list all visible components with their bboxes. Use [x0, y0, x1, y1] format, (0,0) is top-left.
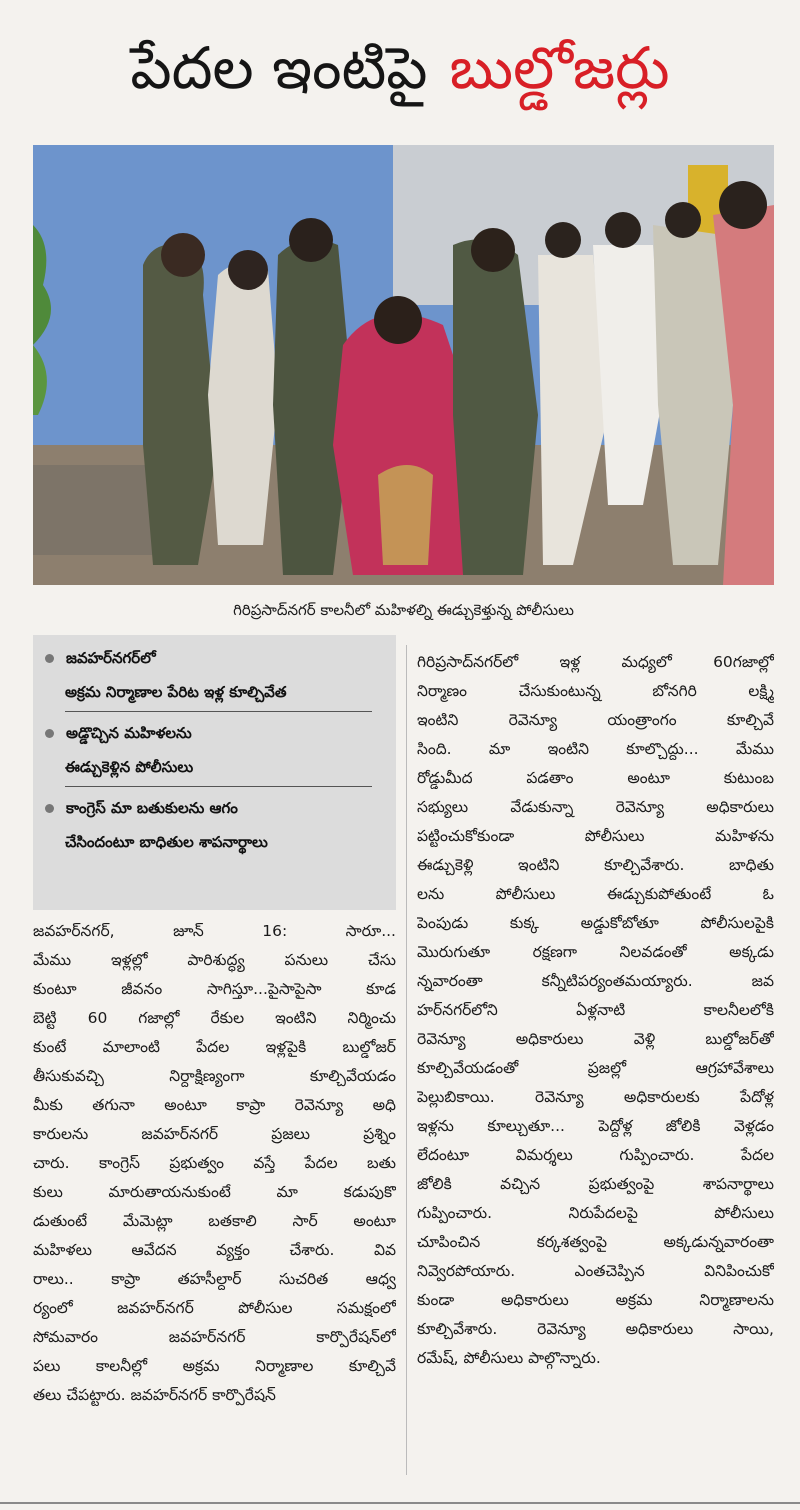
- article-line: కుంటూ జీవనం సాగిస్తూ...పైసాపైసా కూడ: [33, 980, 396, 998]
- article-line: పలు కాలనీల్లో అక్రమ నిర్మాణాల కూల్చివే: [33, 1357, 396, 1375]
- highlight-line: జవహర్‌నగర్‌లో: [66, 649, 156, 667]
- bullet-icon: [45, 654, 54, 663]
- highlight-item: [43, 791, 382, 859]
- article-line: నిర్మాణం చేసుకుంటున్న బోనగిరి లక్ష్మి: [417, 682, 774, 700]
- headline-part-black: పేదల ఇంటిపై: [130, 33, 428, 102]
- article-line: పెంపుడు కుక్క అడ్డుకోబోతూ పోలీసులపైకి: [417, 914, 774, 932]
- highlight-line: కాంగ్రెస్ మా బతుకులను ఆగం: [66, 799, 238, 817]
- article-line: కులు మారుతాయనుకుంటే మా కడుపుకొ: [33, 1183, 396, 1201]
- news-photo: [33, 145, 774, 585]
- highlight-divider: [65, 711, 372, 712]
- headline: [0, 0, 800, 135]
- article-line: హర్‌నగర్‌లోని ఏళ్లనాటి కాలనీలలోకి: [417, 1001, 774, 1019]
- highlight-item: [43, 641, 382, 709]
- article-line: తలు చేపట్టారు. జవహర్‌నగర్ కార్పొరేషన్: [33, 1386, 276, 1404]
- article-line: న్నవారంతా కన్నీటిపర్యంతమయ్యారు. జవ: [417, 972, 774, 990]
- highlight-line: చేసిందంటూ బాధితుల శాపనార్థాలు: [65, 833, 268, 851]
- article-line: కుంటే మాలాంటి పేదల ఇళ్లపైకి బుల్డోజర్: [33, 1038, 396, 1056]
- highlight-line: అక్రమ నిర్మాణాల పేరిట ఇళ్ల కూల్చివేత: [65, 683, 287, 701]
- article-line: ఇంటిని రెవెన్యూ యంత్రాంగం కూల్చివే: [417, 711, 774, 729]
- article-line: పట్టించుకోకుండా పోలీసులు మహిళను: [417, 827, 774, 845]
- bullet-icon: [45, 729, 54, 738]
- article-line: జోలికి వచ్చిన ప్రభుత్వంపై శాపనార్థాలు: [417, 1175, 774, 1193]
- bottom-rule: [0, 1502, 800, 1504]
- article-line: చూపించిన కర్కశత్వంపై అక్కడున్నవారంతా: [417, 1233, 774, 1251]
- article-line: రోడ్డుమీద పడతాం అంటూ కుటుంబ: [417, 769, 774, 787]
- article-line: కూల్చివేయడంతో ప్రజల్లో ఆగ్రహావేశాలు: [417, 1059, 774, 1077]
- article-line: కారులను జవహర్‌నగర్ ప్రజలు ప్రశ్నిం: [33, 1125, 396, 1143]
- article-line: ర్యంలో జవహర్‌నగర్ పోలీసుల సమక్షంలో: [33, 1299, 396, 1317]
- highlights-box: [33, 635, 396, 910]
- article-line: చారు. కాంగ్రెస్ ప్రభుత్వం వస్తే పేదల బతు: [33, 1154, 396, 1172]
- article-line: సోమవారం జవహర్‌నగర్ కార్పొరేషన్‌లో: [33, 1328, 396, 1346]
- article-line: నివ్వెరపోయారు. ఎంతచెప్పిన వినిపించుకో: [417, 1262, 774, 1280]
- article-line: రెవెన్యూ అధికారులు వెళ్లి బుల్డోజర్‌తో: [417, 1030, 774, 1048]
- article-line: గుప్పించారు. నిరుపేదలపై పోలీసులు: [417, 1204, 774, 1222]
- article-line: రమేష్, పోలీసులు పాల్గొన్నారు.: [417, 1349, 601, 1367]
- photo-caption: గిరిప్రసాద్‌నగర్ కాలనీలో మహిళల్ని ఈడ్చుకెళ్తున్న పోలీసులు: [233, 601, 574, 619]
- article-line: లను పోలీసులు ఈడ్చుకుపోతుంటే ఓ: [417, 885, 774, 903]
- highlight-item: [43, 716, 382, 784]
- article-line: ఈడ్చుకెళ్లి ఇంటిని కూల్చివేశారు. బాధితు: [417, 856, 774, 874]
- article-line: పెల్లుబికాయి. రెవెన్యూ అధికారులకు పేదోళ్ల: [417, 1088, 774, 1106]
- article-line: ఇళ్లను కూల్చుతూ... పెద్దోళ్ల జోలికి వెళ్లడం: [417, 1117, 774, 1135]
- article-line: గిరిప్రసాద్‌నగర్‌లో ఇళ్ల మధ్యలో 60గజాల్లో: [417, 653, 774, 671]
- article-line: బెట్టి 60 గజాల్లో రేకుల ఇంటిని నిర్మించు: [33, 1009, 396, 1027]
- column-divider: [406, 645, 407, 1475]
- article-line: మేము ఇళ్లల్లో పారిశుద్ధ్య పనులు చేసు: [33, 951, 396, 969]
- highlight-line: అడ్డొచ్చిన మహిళలను: [66, 724, 192, 742]
- article-column-right: [417, 648, 774, 1373]
- headline-part-red: బుల్డోజర్లు: [449, 33, 670, 102]
- highlight-divider: [65, 786, 372, 787]
- article-line: తీసుకువచ్చి నిర్దాక్షిణ్యంగా కూల్చివేయడం: [33, 1067, 396, 1085]
- article-line: జవహర్‌నగర్, జూన్ 16: సారూ...: [33, 922, 396, 940]
- article-line: మీకు తగునా అంటూ కాప్రా రెవెన్యూ అధి: [33, 1096, 396, 1114]
- article-line: కూల్చివేశారు. రెవెన్యూ అధికారులు సాయి,: [417, 1320, 774, 1338]
- article-line: మొరుగుతూ రక్షణగా నిలవడంతో అక్కడు: [417, 943, 774, 961]
- article-line: మహిళలు ఆవేదన వ్యక్తం చేశారు. వివ: [33, 1241, 396, 1259]
- highlight-line: ఈడ్చుకెళ్లిన పోలీసులు: [65, 758, 194, 776]
- article-line: సభ్యులు వేడుకున్నా రెవెన్యూ అధికారులు: [417, 798, 774, 816]
- article-line: సింది. మా ఇంటిని కూల్చొద్దు... మేము: [417, 740, 774, 758]
- article-line: కుండా అధికారులు అక్రమ నిర్మాణాలను: [417, 1291, 774, 1309]
- article-column-left: [33, 917, 396, 1410]
- article-line: డుతుంటే మేమెట్లా బతకాలి సార్ అంటూ: [33, 1212, 396, 1230]
- news-photo-illustration: [33, 145, 774, 585]
- bullet-icon: [45, 804, 54, 813]
- article-line: రాలు.. కాప్రా తహసీల్దార్ సుచరిత ఆధ్వ: [33, 1270, 396, 1288]
- article-line: లేదంటూ విమర్శలు గుప్పించారు. పేదల: [417, 1146, 774, 1164]
